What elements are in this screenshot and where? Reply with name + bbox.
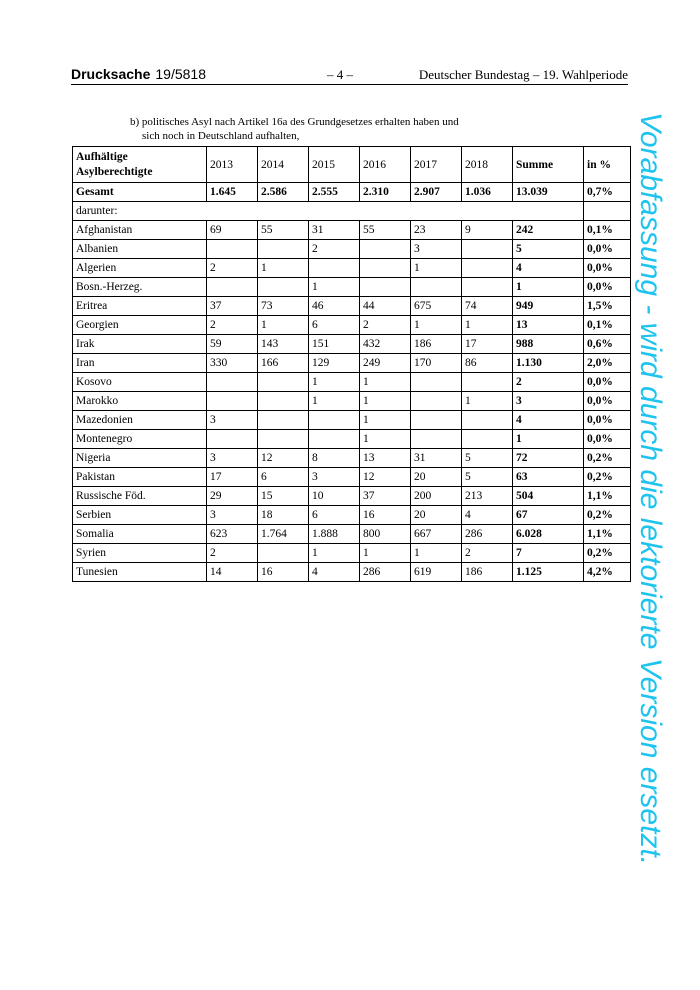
year-value-cell: [309, 430, 360, 449]
year-value-cell: 3: [309, 468, 360, 487]
year-value-cell: 9: [462, 221, 513, 240]
year-value-cell: 2: [309, 240, 360, 259]
table-row: [73, 487, 631, 506]
country-label: Marokko: [73, 392, 207, 411]
column-title: [73, 147, 207, 183]
table-row: [73, 392, 631, 411]
table-row: [73, 278, 631, 297]
year-value-cell: 1: [360, 430, 411, 449]
percent-cell: 0,0%: [584, 259, 631, 278]
year-value-cell: [360, 240, 411, 259]
subheader-row: [73, 202, 631, 221]
year-value-cell: 249: [360, 354, 411, 373]
total-percent: 0,7%: [584, 183, 631, 202]
year-value-cell: 44: [360, 297, 411, 316]
column-title-line-2: Asylberechtigte: [76, 165, 153, 178]
year-value-cell: 667: [411, 525, 462, 544]
year-value-cell: 2: [462, 544, 513, 563]
sum-cell: 1.125: [513, 563, 584, 582]
year-value-cell: 29: [207, 487, 258, 506]
year-value-cell: [360, 278, 411, 297]
year-value-cell: 170: [411, 354, 462, 373]
year-value-cell: [258, 544, 309, 563]
percent-cell: 0,1%: [584, 316, 631, 335]
year-value-cell: [411, 430, 462, 449]
table-row: [73, 297, 631, 316]
year-value-cell: [258, 278, 309, 297]
year-value-cell: 151: [309, 335, 360, 354]
sum-cell: 4: [513, 411, 584, 430]
year-value-cell: [207, 373, 258, 392]
country-label: Bosn.-Herzeg.: [73, 278, 207, 297]
year-value-cell: 186: [411, 335, 462, 354]
total-cell: 2.586: [258, 183, 309, 202]
table-row: [73, 259, 631, 278]
year-value-cell: 46: [309, 297, 360, 316]
drucksache-text: Drucksache: [71, 66, 151, 82]
year-value-cell: 74: [462, 297, 513, 316]
percent-cell: 0,0%: [584, 373, 631, 392]
year-value-cell: 1: [462, 316, 513, 335]
table-row: [73, 354, 631, 373]
year-value-cell: 1: [360, 392, 411, 411]
year-value-cell: 20: [411, 506, 462, 525]
year-value-cell: 800: [360, 525, 411, 544]
total-cell: 1.036: [462, 183, 513, 202]
year-value-cell: 1: [411, 544, 462, 563]
year-value-cell: 2: [360, 316, 411, 335]
year-value-cell: [309, 411, 360, 430]
draft-watermark: Vorabfassung - wird durch die lektorierte Version ersetzt.: [634, 112, 667, 866]
percent-cell: 0,0%: [584, 240, 631, 259]
year-value-cell: [207, 430, 258, 449]
year-value-cell: [462, 278, 513, 297]
year-value-cell: 73: [258, 297, 309, 316]
percent-cell: 1,1%: [584, 525, 631, 544]
table-row: [73, 468, 631, 487]
percent-cell: 0,1%: [584, 221, 631, 240]
percent-cell: 0,0%: [584, 278, 631, 297]
header-cell-summe: Summe: [513, 147, 584, 183]
total-cell: 2.310: [360, 183, 411, 202]
year-value-cell: 23: [411, 221, 462, 240]
total-sum: 13.039: [513, 183, 584, 202]
intro-text: [130, 115, 510, 143]
year-value-cell: 12: [258, 449, 309, 468]
year-value-cell: [462, 259, 513, 278]
table-row: [73, 525, 631, 544]
year-value-cell: [258, 411, 309, 430]
year-value-cell: 200: [411, 487, 462, 506]
year-value-cell: 3: [411, 240, 462, 259]
year-value-cell: 5: [462, 449, 513, 468]
percent-cell: 1,1%: [584, 487, 631, 506]
header-cell-2013: 2013: [207, 147, 258, 183]
year-value-cell: [360, 259, 411, 278]
percent-cell: 0,2%: [584, 506, 631, 525]
header-cell-2017: 2017: [411, 147, 462, 183]
year-value-cell: 166: [258, 354, 309, 373]
year-value-cell: 10: [309, 487, 360, 506]
year-value-cell: [207, 278, 258, 297]
header-cell-2016: 2016: [360, 147, 411, 183]
year-value-cell: 59: [207, 335, 258, 354]
sum-cell: 504: [513, 487, 584, 506]
year-value-cell: [258, 240, 309, 259]
year-value-cell: 286: [360, 563, 411, 582]
table-row: [73, 240, 631, 259]
year-value-cell: 6: [309, 316, 360, 335]
percent-cell: 0,0%: [584, 392, 631, 411]
parliament-period: Deutscher Bundestag – 19. Wahlperiode: [418, 67, 628, 82]
sum-cell: 988: [513, 335, 584, 354]
year-value-cell: 5: [462, 468, 513, 487]
percent-cell: 0,2%: [584, 468, 631, 487]
year-value-cell: 6: [258, 468, 309, 487]
sum-cell: 1: [513, 430, 584, 449]
year-value-cell: 1: [360, 373, 411, 392]
country-label: Iran: [73, 354, 207, 373]
year-value-cell: [309, 259, 360, 278]
year-value-cell: [207, 392, 258, 411]
year-value-cell: [411, 392, 462, 411]
year-value-cell: 1: [309, 392, 360, 411]
country-label: Pakistan: [73, 468, 207, 487]
year-value-cell: 31: [309, 221, 360, 240]
year-value-cell: 3: [207, 449, 258, 468]
intro-line-2: sich noch in Deutschland aufhalten,: [142, 130, 300, 142]
year-value-cell: [207, 240, 258, 259]
year-value-cell: 69: [207, 221, 258, 240]
page-number: – 4 –: [327, 67, 353, 82]
year-value-cell: 213: [462, 487, 513, 506]
country-label: Somalia: [73, 525, 207, 544]
year-value-cell: 129: [309, 354, 360, 373]
country-label: Irak: [73, 335, 207, 354]
country-label: Afghanistan: [73, 221, 207, 240]
year-value-cell: 37: [360, 487, 411, 506]
year-value-cell: 3: [207, 506, 258, 525]
year-value-cell: [411, 278, 462, 297]
percent-cell: 1,5%: [584, 297, 631, 316]
year-value-cell: 330: [207, 354, 258, 373]
year-value-cell: 623: [207, 525, 258, 544]
table-row: [73, 221, 631, 240]
year-value-cell: [258, 392, 309, 411]
year-value-cell: 1: [462, 392, 513, 411]
column-title-line-1: Aufhältige: [76, 150, 128, 163]
year-value-cell: 286: [462, 525, 513, 544]
table-row: [73, 411, 631, 430]
percent-cell: 0,6%: [584, 335, 631, 354]
total-label: Gesamt: [73, 183, 207, 202]
year-value-cell: 6: [309, 506, 360, 525]
percent-cell: 0,0%: [584, 411, 631, 430]
table-header-row: [73, 147, 631, 183]
table-row: [73, 335, 631, 354]
year-value-cell: 2: [207, 259, 258, 278]
year-value-cell: 17: [462, 335, 513, 354]
sum-cell: 1: [513, 278, 584, 297]
country-label: Mazedonien: [73, 411, 207, 430]
document-number: 19/5818: [155, 66, 206, 82]
year-value-cell: 1: [411, 259, 462, 278]
year-value-cell: 675: [411, 297, 462, 316]
sum-cell: 3: [513, 392, 584, 411]
sum-cell: 13: [513, 316, 584, 335]
year-value-cell: 13: [360, 449, 411, 468]
country-label: Georgien: [73, 316, 207, 335]
country-label: Syrien: [73, 544, 207, 563]
country-label: Serbien: [73, 506, 207, 525]
country-label: Eritrea: [73, 297, 207, 316]
header-cell-percent: in %: [584, 147, 631, 183]
percent-cell: 0,2%: [584, 449, 631, 468]
drucksache-label: [71, 66, 206, 82]
year-value-cell: [462, 373, 513, 392]
year-value-cell: 1: [309, 373, 360, 392]
year-value-cell: 143: [258, 335, 309, 354]
year-value-cell: 16: [258, 563, 309, 582]
country-label: Russische Föd.: [73, 487, 207, 506]
country-label: Kosovo: [73, 373, 207, 392]
sum-cell: 5: [513, 240, 584, 259]
table-row: [73, 430, 631, 449]
year-value-cell: [462, 240, 513, 259]
sum-cell: 72: [513, 449, 584, 468]
sum-cell: 949: [513, 297, 584, 316]
year-value-cell: 15: [258, 487, 309, 506]
percent-cell: 0,2%: [584, 544, 631, 563]
year-value-cell: 37: [207, 297, 258, 316]
year-value-cell: 86: [462, 354, 513, 373]
year-value-cell: 16: [360, 506, 411, 525]
percent-cell: 4,2%: [584, 563, 631, 582]
sum-cell: 2: [513, 373, 584, 392]
year-value-cell: 20: [411, 468, 462, 487]
year-value-cell: 1: [360, 411, 411, 430]
year-value-cell: [411, 373, 462, 392]
year-value-cell: [462, 411, 513, 430]
year-value-cell: [258, 430, 309, 449]
year-value-cell: 1: [309, 278, 360, 297]
year-value-cell: 432: [360, 335, 411, 354]
year-value-cell: 3: [207, 411, 258, 430]
table-row: [73, 544, 631, 563]
asylum-table: [72, 146, 631, 582]
year-value-cell: 18: [258, 506, 309, 525]
page-header: [71, 64, 628, 85]
total-cell: 2.907: [411, 183, 462, 202]
year-value-cell: 14: [207, 563, 258, 582]
year-value-cell: [258, 373, 309, 392]
year-value-cell: 1.888: [309, 525, 360, 544]
year-value-cell: 186: [462, 563, 513, 582]
percent-cell: 0,0%: [584, 430, 631, 449]
table-row: [73, 373, 631, 392]
country-label: Albanien: [73, 240, 207, 259]
year-value-cell: 1.764: [258, 525, 309, 544]
subheader-empty-cell: [584, 202, 631, 221]
year-value-cell: 1: [360, 544, 411, 563]
year-value-cell: 1: [258, 316, 309, 335]
year-value-cell: 55: [258, 221, 309, 240]
year-value-cell: 17: [207, 468, 258, 487]
header-cell-2018: 2018: [462, 147, 513, 183]
table-row: [73, 563, 631, 582]
header-cell-2014: 2014: [258, 147, 309, 183]
year-value-cell: 1: [411, 316, 462, 335]
year-value-cell: 4: [462, 506, 513, 525]
year-value-cell: 619: [411, 563, 462, 582]
sum-cell: 6.028: [513, 525, 584, 544]
country-label: Montenegro: [73, 430, 207, 449]
country-label: Nigeria: [73, 449, 207, 468]
year-value-cell: 2: [207, 316, 258, 335]
year-value-cell: 55: [360, 221, 411, 240]
sum-cell: 4: [513, 259, 584, 278]
subheader-label: darunter:: [73, 202, 584, 221]
table-row: [73, 316, 631, 335]
year-value-cell: 31: [411, 449, 462, 468]
header-cell-2015: 2015: [309, 147, 360, 183]
country-label: Tunesien: [73, 563, 207, 582]
year-value-cell: 1: [309, 544, 360, 563]
year-value-cell: 8: [309, 449, 360, 468]
year-value-cell: [462, 430, 513, 449]
table-row: [73, 449, 631, 468]
intro-line-1: b) politisches Asyl nach Artikel 16a des Grundgesetzes erhalten haben und: [130, 116, 459, 128]
percent-cell: 2,0%: [584, 354, 631, 373]
total-row: [73, 183, 631, 202]
year-value-cell: [411, 411, 462, 430]
country-label: Algerien: [73, 259, 207, 278]
sum-cell: 63: [513, 468, 584, 487]
total-cell: 2.555: [309, 183, 360, 202]
sum-cell: 1.130: [513, 354, 584, 373]
year-value-cell: 4: [309, 563, 360, 582]
year-value-cell: 1: [258, 259, 309, 278]
year-value-cell: 2: [207, 544, 258, 563]
total-cell: 1.645: [207, 183, 258, 202]
sum-cell: 7: [513, 544, 584, 563]
sum-cell: 67: [513, 506, 584, 525]
sum-cell: 242: [513, 221, 584, 240]
year-value-cell: 12: [360, 468, 411, 487]
table-row: [73, 506, 631, 525]
